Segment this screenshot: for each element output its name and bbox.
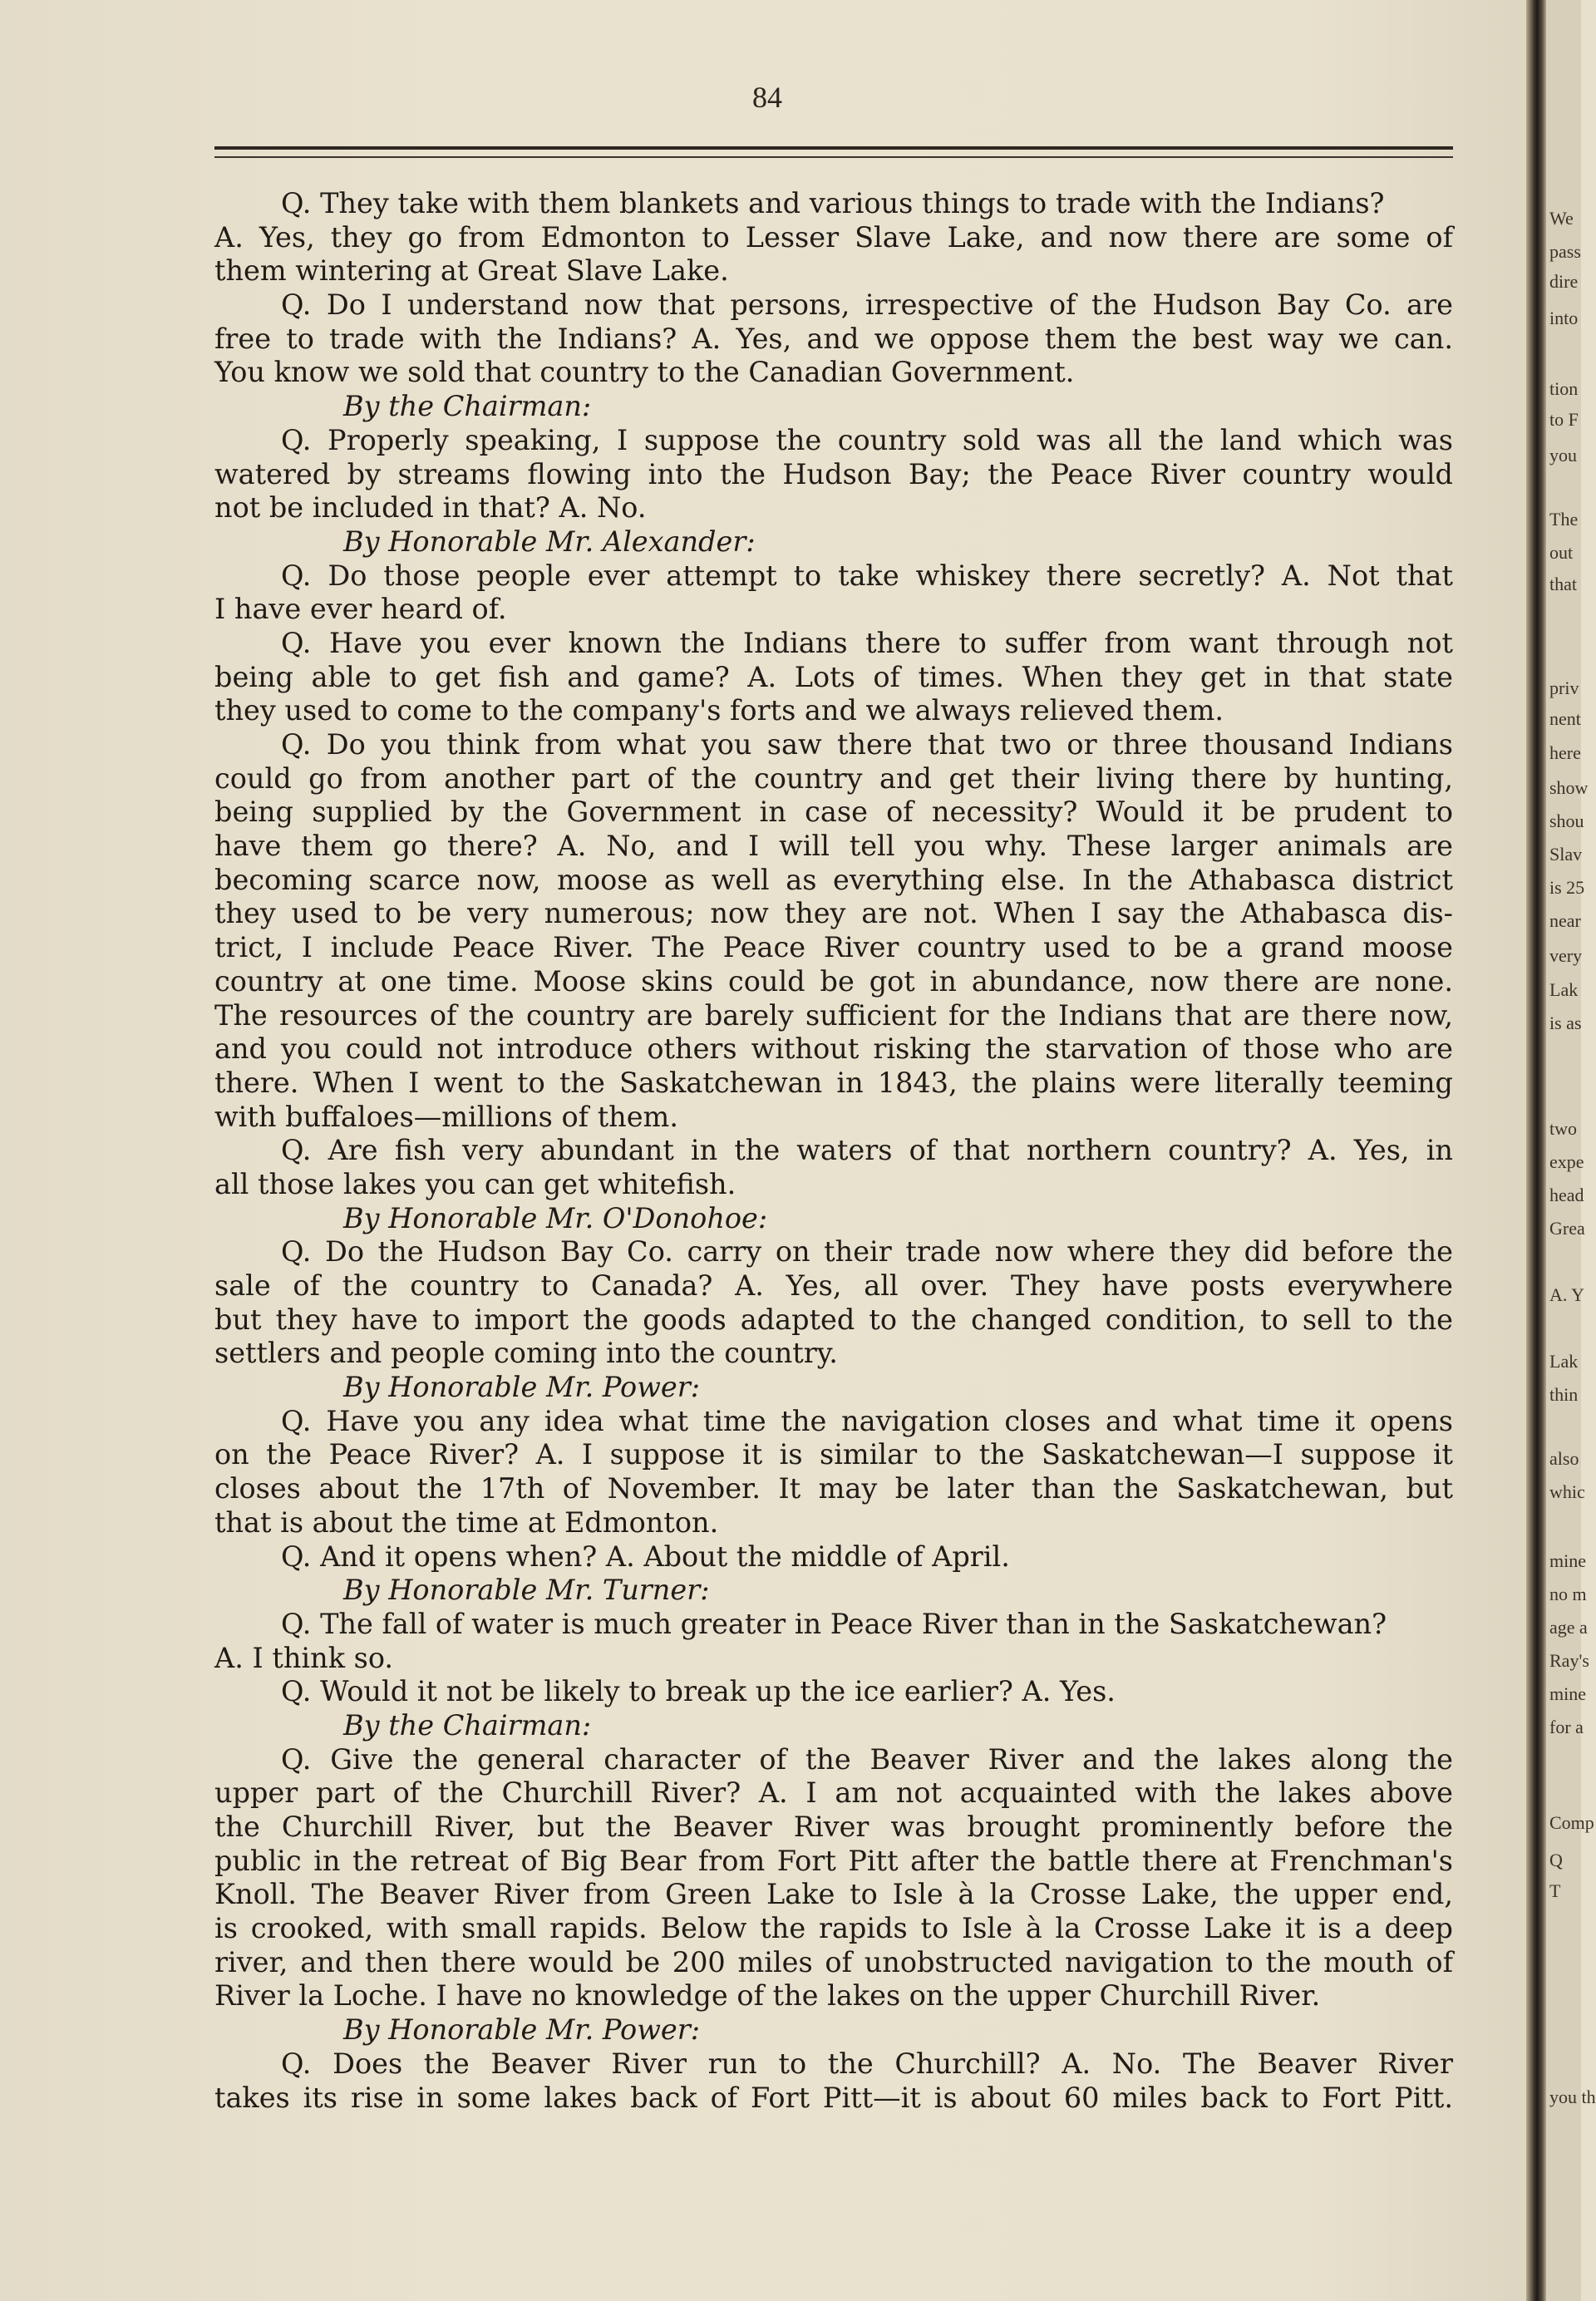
text-line: Knoll. The Beaver River from Green Lake to Isle à la Crosse Lake, the upper end, — [214, 1878, 1453, 1911]
text-line: Q. The fall of water is much greater in Peace River than in the Saskatchewan? — [281, 1607, 1387, 1640]
adjacent-page-fragment: mine — [1549, 1683, 1586, 1704]
adjacent-page-fragment: show — [1549, 777, 1589, 798]
adjacent-page-fragment: two — [1549, 1118, 1577, 1139]
text-line: Q. Would it not be likely to break up the ice earlier? A. Yes. — [281, 1675, 1116, 1708]
speaker-heading: By Honorable Mr. Alexander: — [343, 525, 756, 558]
adjacent-page-fragment: no m — [1549, 1584, 1587, 1604]
adjacent-page-fragment: Slav — [1549, 844, 1583, 865]
adjacent-page-fragment: Ray's — [1549, 1650, 1589, 1671]
text-line: them wintering at Great Slave Lake. — [214, 254, 729, 288]
adjacent-page-fragment: mine — [1549, 1550, 1586, 1571]
text-line: country at one time. Moose skins could be got in abundance, now there are none. — [214, 964, 1453, 998]
text-line: could go from another part of the country and get their living there by hunting, — [214, 761, 1453, 795]
adjacent-page-fragment: thin — [1549, 1384, 1579, 1405]
adjacent-page-fragment: A. Y — [1549, 1284, 1584, 1305]
adjacent-page-fragment: Lak — [1549, 979, 1579, 1000]
text-line: sale of the country to Canada? A. Yes, all over. They have posts everywhere — [214, 1269, 1453, 1302]
adjacent-page-fragment: Grea — [1549, 1218, 1585, 1239]
page-number: 84 — [752, 81, 782, 114]
text-line: free to trade with the Indians? A. Yes, and we oppose them the best way we can. — [214, 322, 1453, 355]
text-line: Q. Properly speaking, I suppose the country sold was all the land which was — [281, 423, 1453, 456]
adjacent-page-fragment: T — [1549, 1880, 1561, 1901]
speaker-heading: By the Chairman: — [343, 1708, 592, 1742]
text-line: A. I think so. — [214, 1641, 394, 1674]
speaker-heading: By Honorable Mr. Turner: — [343, 1574, 710, 1607]
adjacent-page-fragment: Comp — [1549, 1812, 1594, 1833]
text-line: takes its rise in some lakes back of Fort Pitt—it is about 60 miles back to Fort Pitt. — [214, 2081, 1453, 2114]
text-line: Q. Give the general character of the Beaver River and the lakes along the — [281, 1742, 1453, 1776]
text-line: A. Yes, they go from Edmonton to Lesser Slave Lake, and now there are some of — [214, 220, 1453, 254]
text-line: but they have to import the goods adapted to the changed condition, to sell to the — [214, 1303, 1453, 1336]
text-line: trict, I include Peace River. The Peace River country used to be a grand moose — [214, 931, 1453, 964]
text-line: there. When I went to the Saskatchewan in 1843, the plains were literally teeming — [214, 1066, 1453, 1099]
text-line: I have ever heard of. — [214, 593, 507, 626]
text-line: River la Loche. I have no knowledge of the lakes on the upper Churchill River. — [214, 1979, 1321, 2013]
header-rule-thin — [214, 156, 1453, 158]
text-line: being supplied by the Government in case of necessity? Would it be prudent to — [214, 796, 1453, 829]
adjacent-page-fragment: shou — [1549, 811, 1584, 831]
text-line: on the Peace River? A. I suppose it is similar to the Saskatchewan—I suppose it — [214, 1438, 1453, 1471]
adjacent-page-fragment: is as — [1549, 1013, 1582, 1033]
adjacent-page-fragment: for a — [1549, 1717, 1584, 1737]
adjacent-page-fragment: into — [1549, 308, 1579, 328]
speaker-heading: By the Chairman: — [343, 390, 592, 423]
text-line: the Churchill River, but the Beaver River was brought prominently before the — [214, 1811, 1453, 1843]
text-line: with buffaloes—millions of them. — [214, 1100, 678, 1133]
adjacent-page-fragment: Lak — [1549, 1351, 1579, 1372]
adjacent-page-fragment: expe — [1549, 1151, 1584, 1172]
text-line: upper part of the Churchill River? A. I am not acquainted with the lakes above — [214, 1776, 1453, 1810]
adjacent-page-fragment: nent — [1549, 708, 1581, 729]
text-line: river, and then there would be 200 miles of unobstructed navigation to the mouth of — [214, 1945, 1453, 1978]
text-line: settlers and people coming into the country. — [214, 1337, 838, 1370]
text-line: and you could not introduce others without risking the starvation of those who are — [214, 1032, 1453, 1066]
text-line: they used to come to the company's forts and we always relieved them. — [214, 694, 1224, 727]
text-line: that is about the time at Edmonton. — [214, 1505, 719, 1539]
text-line: not be included in that? A. No. — [214, 491, 647, 525]
adjacent-page-fragment: you — [1549, 445, 1577, 466]
speaker-heading: By Honorable Mr. Power: — [343, 1371, 701, 1404]
adjacent-page-fragment: you th — [1549, 2087, 1596, 2107]
testimony-text — [214, 187, 1453, 2115]
text-line: Q. Are fish very abundant in the waters of that northern country? A. Yes, in — [281, 1134, 1453, 1167]
text-line: Q. They take with them blankets and various things to trade with the Indians? — [281, 187, 1385, 219]
text-line: they used to be very numerous; now they are not. When I say the Athabasca dis- — [214, 897, 1453, 930]
adjacent-page-fragment: tion — [1549, 378, 1579, 399]
text-line: becoming scarce now, moose as well as everything else. In the Athabasca district — [214, 863, 1453, 896]
adjacent-page-fragment: is 25 — [1549, 877, 1585, 898]
adjacent-page-fragment: We — [1549, 208, 1574, 229]
adjacent-page-fragment: priv — [1549, 677, 1579, 698]
text-line: Q. Do the Hudson Bay Co. carry on their trade now where they did before the — [281, 1235, 1453, 1269]
adjacent-page-fragment: whic — [1549, 1481, 1585, 1502]
text-line: Q. Do you think from what you saw there that two or three thousand Indians — [281, 728, 1453, 761]
text-line: You know we sold that country to the Canadian Government. — [214, 356, 1075, 389]
adjacent-page-fragment: Q — [1549, 1850, 1563, 1870]
book-gutter — [1526, 0, 1546, 2301]
text-line: Q. Do I understand now that persons, irrespective of the Hudson Bay Co. are — [281, 288, 1453, 322]
adjacent-page-fragment: also — [1549, 1448, 1579, 1469]
adjacent-page-fragment: near — [1549, 910, 1581, 931]
text-line: all those lakes you can get whitefish. — [214, 1167, 736, 1200]
text-line: Q. Does the Beaver River run to the Churchill? A. No. The Beaver River — [281, 2047, 1453, 2080]
header-rule-thick — [214, 146, 1453, 150]
adjacent-page-fragment: dire — [1549, 271, 1579, 292]
adjacent-page-fragment: here — [1549, 742, 1581, 763]
adjacent-page-fragment: out — [1549, 542, 1574, 563]
adjacent-page-fragment: head — [1549, 1185, 1584, 1205]
text-line: closes about the 17th of November. It may be later than the Saskatchewan, but — [214, 1472, 1453, 1505]
text-line: The resources of the country are barely sufficient for the Indians that are there now, — [214, 998, 1453, 1032]
text-line: have them go there? A. No, and I will tell you why. These larger animals are — [214, 830, 1453, 863]
text-line: Q. Do those people ever attempt to take whiskey there secretly? A. Not that — [281, 559, 1453, 592]
text-line: being able to get fish and game? A. Lots of times. When they get in that state — [214, 660, 1453, 693]
text-line: is crooked, with small rapids. Below the rapids to Isle à la Crosse Lake it is a deep — [214, 1912, 1453, 1945]
text-line: Q. Have you any idea what time the navigation closes and what time it opens — [281, 1404, 1453, 1437]
speaker-heading: By Honorable Mr. O'Donohoe: — [343, 1201, 768, 1234]
adjacent-page-fragment: to F — [1549, 409, 1579, 430]
adjacent-page-fragment: pass — [1549, 241, 1581, 262]
adjacent-page-fragment: that — [1549, 574, 1577, 594]
text-line: watered by streams flowing into the Hudson Bay; the Peace River country would — [214, 457, 1453, 490]
adjacent-page-edge — [1546, 0, 1596, 2301]
text-line: Q. And it opens when? A. About the middle of April. — [281, 1540, 1010, 1573]
adjacent-page-fragment: very — [1549, 945, 1583, 966]
adjacent-page-fragment: The — [1549, 509, 1579, 530]
text-line: Q. Have you ever known the Indians there to suffer from want through not — [281, 626, 1453, 659]
speaker-heading: By Honorable Mr. Power: — [343, 2013, 701, 2047]
adjacent-page-fragment: age a — [1549, 1617, 1588, 1638]
text-line: public in the retreat of Big Bear from Fort Pitt after the battle there at Frenchman's — [214, 1844, 1453, 1877]
